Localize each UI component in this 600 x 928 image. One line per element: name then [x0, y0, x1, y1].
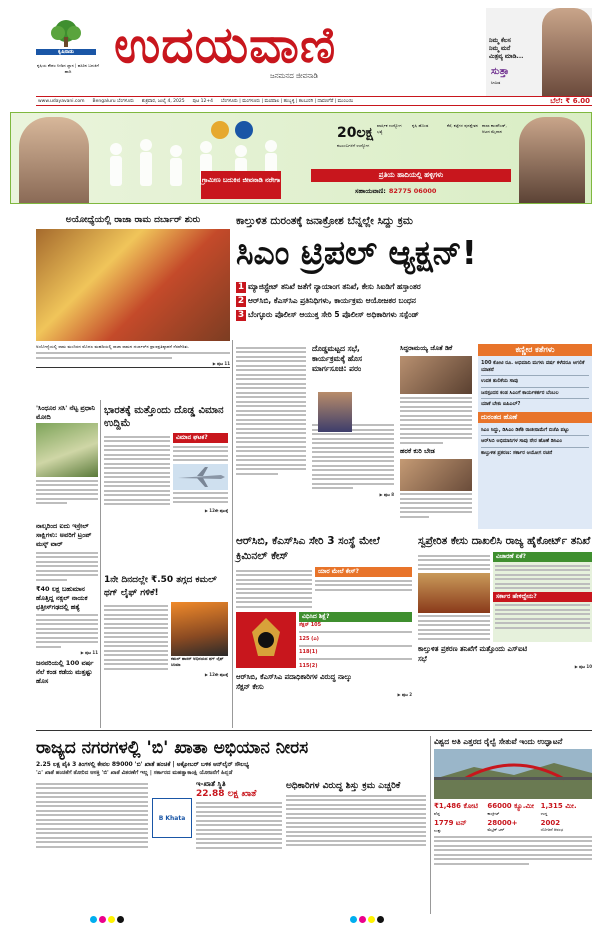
ad-count-sub: ಕುಟುಂಬಗಳಿಗೆ ಉದ್ಯೋಗ	[337, 143, 370, 148]
e-khata-box-head: ಇ-ಖಾತೆ ಸ್ಥಿತಿ	[196, 780, 226, 788]
tears-item[interactable]: ಜನಸ್ಪಂದನ ಕಂಡ ಸಿಎಂಗೆ ಕಾರ್ಯಕರ್ತರ ಬೆಂಬಲ	[481, 388, 589, 400]
stat-value: 2002	[540, 818, 561, 827]
hc-page-ref[interactable]: ▶ ಪುಟ 10	[574, 664, 592, 669]
kamal-head: 1ನೇ ದಿನದಲ್ಲೇ ₹.50 ತಗ್ಗದ ಕಮಲ್ ಥಗ್ ಲೈಫ್ ಗಳಿಕೆ!	[104, 575, 217, 598]
rcb-section-lines	[299, 658, 412, 660]
high-court-story[interactable]	[418, 534, 592, 670]
tears-item[interactable]: ಯಾಕೆ ಬೇಕು ಐಪಿಎಲ್?	[481, 401, 521, 407]
ad-count: 20ಲಕ್ಷ	[337, 125, 374, 141]
stat-value: 28000+	[487, 818, 518, 827]
ad-point: ಕೃಷಿ ಹೊಂಡ	[412, 123, 429, 128]
b-khata-mid-head: ಅಧಿಕಾರಿಗಳ ವಿರುದ್ಧ ಶಿಸ್ತು ಕ್ರಮ ಎಚ್ಚರಿಕೆ	[286, 781, 401, 791]
lead-headline: ಸಿಎಂ ಟ್ರಿಪಲ್ ಆ್ಯಕ್ಷನ್!	[236, 233, 477, 272]
modi-title: 'ಸಿಂಧೂರ ಸಸಿ' ನೆಟ್ಟ ಪ್ರಧಾನಿ ಮೋದಿ	[36, 404, 95, 421]
b-khata-head: ರಾಜ್ಯದ ನಗರಗಳಲ್ಲಿ 'ಬಿ' ಖಾತಾ ಅಭಿಯಾನ ನೀರಸ	[36, 738, 309, 758]
story-harake-head: ಹರಕೆ ಕುರಿ ಬೇಡ	[400, 446, 435, 455]
kamal-body-lines	[104, 602, 168, 672]
flight-story[interactable]	[104, 404, 228, 513]
issue-date: ಶುಕ್ರವಾರ, ಜುಲೈ 4, 2025	[141, 99, 185, 104]
kamal-page-ref[interactable]: ▶ 12ನೇ ಪುಟಕ್ಕೆ	[204, 672, 228, 677]
hc-foot: ಕಾಲ್ತುಳಿತ ಪ್ರಕರಣ ತನಿಖೆಗೆ ಮತ್ತೊಂದು ಎಸ್‌ಐಟಿ ಸಭೆ	[418, 645, 528, 663]
tears-box-title: ಕಣ್ಣೀರ ಕತೆಗಳು	[478, 344, 592, 356]
masthead-title-block	[114, 14, 484, 84]
tears-item[interactable]: ಉದಕ ತುಲಿಕೆಯ ಸಾವು	[481, 376, 589, 388]
b-khata-body-lines	[36, 780, 148, 851]
hc-building-photo	[418, 573, 490, 613]
bridge-head: ವಿಶ್ವದ ಅತಿ ಎತ್ತರದ ರೈಲ್ವೆ ಸೇತುವೆ ಇಂದು ಉದ್ಘಾಟನೆ	[434, 737, 563, 746]
registration-marks	[350, 916, 384, 923]
promo-line3: ಮಿತ್ರವ್ಯ ಮಾಡಿ...	[489, 53, 524, 60]
promo-brand: ಸುತ್ತಾ	[491, 66, 510, 77]
rcb-story[interactable]	[236, 534, 412, 698]
rcb-page-ref[interactable]: ▶ ಪುಟ 2	[397, 692, 412, 697]
lead-body-lines	[236, 347, 306, 475]
story-harake-lines	[400, 493, 472, 518]
lead-story[interactable]	[236, 214, 592, 322]
stat-label: ಮೆಟ್ರಿಕ್ ಟನ್	[487, 826, 505, 832]
hc-box2-title: ಸರ್ಕಾರ ಹೇಳಿದ್ದೇನು?	[493, 592, 592, 602]
registration-marks	[90, 916, 124, 923]
rcb-head: ಆರ್‌ಸಿಬಿ, ಕೆಎಸ್‌ಸಿಎ ಸೇರಿ 3 ಸಂಸ್ಥೆ ಮೇಲೆ ಕ್ರಿಮಿನಲ್ ಕೇಸ್	[236, 535, 380, 562]
point-text: ಮ್ಯಾಜಿಸ್ಟ್ರೇಟ್ ತನಿಖೆ ಜತೆಗೆ ನ್ಯಾಯಾಂಗ ತನಿಖೆ, ಕೇಸು ಸಿಐಡಿಗೆ ಹಸ್ತಾಂತರ	[248, 282, 421, 291]
bridge-stat	[434, 802, 485, 817]
lead-points	[236, 280, 592, 322]
rcb-box2-title: ವಿಧಿಸಿದ ಶಿಕ್ಷೆ?	[299, 612, 412, 622]
b-khata-mid-lines	[286, 795, 426, 847]
tears-box[interactable]	[478, 344, 592, 529]
kamal-caption: ಕಮಲ್ ಹಾಸನ್ ಅಭಿನಯದ ಥಗ್ ಲೈಫ್ ಸಿನಿಮಾ	[171, 656, 224, 667]
story-param-head: ದೊಡ್ಡಮಟ್ಟದ ಸಭೆ, ಕಾರ್ಯಕ್ರಮಕ್ಕೆ ಹೊಸ ಮಾರ್ಗಸೂಚಿ: ಪರಂ	[312, 344, 363, 373]
hc-head: ಸ್ವಪ್ರೇರಿತ ಕೇಸು ದಾಖಲಿಸಿ ರಾಜ್ಯ ಹೈಕೋರ್ಟ್ ತನಿಖೆ	[418, 535, 591, 547]
flight-page-ref[interactable]: ▶ 12ನೇ ಪುಟಕ್ಕೆ	[204, 507, 228, 513]
bridge-stat	[487, 819, 538, 834]
lead-body	[236, 344, 306, 477]
stat-label: ಉದ್ದ	[540, 811, 548, 816]
flight-box-title: ವಿಮಾನ ಘಟಕ?	[173, 433, 228, 443]
rcb-logo-icon	[236, 612, 296, 668]
responsibility-item[interactable]: ಕಾಲ್ತುಳಿತ ಪ್ರಕರಣ: ಸರ್ಕಾರ ಆಯೋಗ ರಚನೆ	[481, 449, 553, 456]
promo-line1: ನಿಮ್ಮ ಕೆಲಸ	[489, 37, 511, 44]
promo-ad[interactable]	[486, 8, 592, 96]
lead-point	[236, 308, 592, 322]
tree-icon	[36, 19, 96, 49]
rcb-section: 115(2)	[299, 662, 318, 669]
story1-lines	[36, 552, 98, 581]
point-text: ಬೆಂಗ್ಳೂರು ಪೊಲೀಸ್ ಆಯುಕ್ತ ಸೇರಿ 5 ಪೊಲೀಸ್ ಅಧಿಕಾರಿಗಳು ಸಸ್ಪೆಂಡ್	[248, 310, 419, 319]
ad-helpline	[355, 187, 436, 196]
b-khata-sub2: 'ಎ' ಖಾತೆ ಹಂಚಿಕೆಗೆ ತೋರಿದ ಆಸಕ್ತಿ 'ಬಿ' ಖಾತೆ ವಿತರಣೆಗೆ ಇಲ್ಲ | ಸರ್ಕಾರದ ಮಹತ್ವಾಕಾಂಕ್ಷಿ ಯೋಜನೆಗೆ ಹಿನ್ನಡೆ	[36, 770, 233, 776]
story-param-page-ref[interactable]: ▶ ಪುಟ 8	[379, 491, 394, 497]
helpline-label: ಸಹಾಯವಾಣಿ:	[355, 187, 386, 195]
story-dk[interactable]	[400, 344, 472, 520]
masthead-title: ಉದಯವಾಣಿ	[114, 16, 337, 74]
flight-head: ಭಾರತಕ್ಕೆ ಮತ್ತೊಂದು ದೊಡ್ಡ ವಿಮಾನ ಉದ್ದಿಮೆ	[104, 405, 224, 429]
site-url[interactable]: www.udayavani.com	[38, 98, 85, 104]
story-dk-photo	[400, 356, 472, 394]
ad-portrait-left	[19, 117, 89, 203]
ad-badge-right: ಪ್ರತಿಯ ಹಾದಿಯಲ್ಲಿ ಹಳ್ಳಿಗಳು	[311, 169, 511, 182]
story1-head[interactable]: ನಾಲ್ಕರಿಂದ ಐದು ಇಸ್ರೇಲ್ ಸಾಕ್ಷಿಗಳು: ಅವರಿಗೆ ಟ್ರಂಪ್ ಮಸ್ಕ್ ವಾರ್	[36, 522, 92, 548]
stat-value: 1779 ಟನ್	[434, 818, 467, 827]
story-dk-head: ಸಿದ್ಧರಾಮಯ್ಯ ಜೊತೆ ಡಿಕೆ	[400, 344, 453, 352]
point-number: 1	[237, 282, 245, 292]
responsibility-item[interactable]: ಸಿಎಂ ಸಿದ್ದು, ಡಿಸಿಎಂ ಡಿಕೆಶಿ ರಾಜೀನಾಮೆಗೆ ಬಿಜೆಪಿ ಪಟ್ಟು	[481, 425, 589, 437]
ayodhya-page-ref[interactable]: ▶ ಪುಟ 11	[212, 361, 230, 367]
hc-body-lines2	[418, 615, 490, 640]
stat-value: 66000 ಕ್ಯೂ.ಮೀ	[487, 802, 535, 810]
b-khata-sub: 2.25 ಲಕ್ಷ ಪೈಕಿ 3 ತಿಂಗಳಲ್ಲಿ ಕೇವಲ 89000 'ಬಿ' ಖಾತೆ ಹಂಚಿಕೆ | ಅಕ್ಟೋಬರ್ ಬಳಿಕ ಆನ್‌ಲೈನ್ ಸೌಲಭ್ಯ	[36, 761, 249, 768]
hc-box2-lines	[493, 604, 592, 629]
rcb-section: ಸೆಕ್ಷನ್ 105	[299, 622, 322, 628]
hc-box-title: ವಿಚಾರಣೆ ಏಕೆ?	[493, 552, 592, 562]
ad-point: ಕೆರೆ, ಕಟ್ಟೆಗಳ ಪುನಶ್ಚೇತನ	[447, 123, 478, 128]
ad-point: ಶಾಲಾ ಕಾಂಪೌಂಡ್, ಆಟದ ಮೈದಾನ	[482, 123, 507, 134]
rcb-foot: ಆರ್‌ಸಿಬಿ, ಕೆಎಸ್‌ಸಿಎ ಪದಾಧಿಕಾರಿಗಳ ವಿರುದ್ಧ ನಾಲ್ಕು ಸೆಕ್ಷನ್ ಕೇಸು	[236, 673, 352, 691]
promo-model-image	[542, 8, 592, 96]
column-divider	[430, 736, 431, 914]
airplane-icon	[173, 464, 228, 490]
rcb-section-lines	[299, 631, 412, 633]
stat-label: ಕಾಂಕ್ರೀಟ್	[487, 811, 500, 816]
editions: ಬೆಂಗಳೂರು | ಮಂಗಳೂರು | ಮಣಿಪಾಲ | ಹುಬ್ಬಳ್ಳಿ | ಕಲಬುರಗಿ | ದಾವಣಗೆರೆ | ಮುಂಬಯಿ	[221, 99, 354, 104]
lead-point	[236, 294, 592, 308]
e-khata-box-num: 22.88 ಲಕ್ಷ ಖಾತೆ	[196, 789, 257, 799]
ayodhya-photo	[36, 229, 230, 341]
stat-label: ವೆಚ್ಚ	[434, 811, 440, 816]
left-page-ref[interactable]: ▶ ಪುಟ 11	[80, 650, 98, 655]
tears-item[interactable]: 100 ಕೋಟಿ ರೂ. ಅಭಿಮಾನಿ ಮಗಳು ವರ್ಷ ಕಳೆದರೂ ಅಗಲಿಕೆ ಯಾತನೆ	[481, 358, 589, 376]
story-harake-photo	[400, 459, 472, 491]
story-param-lines	[312, 424, 394, 489]
rcb-section-lines	[299, 645, 412, 647]
promo-brand-sub: ಸೀಮಿತ	[491, 80, 501, 85]
krishinadu-logo	[36, 19, 96, 62]
story-dk-lines	[400, 397, 472, 444]
rcb-body-lines	[236, 567, 312, 610]
column-divider	[100, 400, 101, 728]
helpline-number[interactable]: 82775 06000	[388, 187, 437, 195]
bridge-stat	[434, 819, 485, 834]
stat-label: ಉಕ್ಕು	[434, 827, 442, 833]
ayodhya-body-lines	[36, 352, 230, 359]
lead-kicker: ಕಾಲ್ತುಳಿತ ದುರಂತಕ್ಕೆ ಜನಾಕ್ರೋಶ ಬೆನ್ನಲ್ಲೇ ಸಿದ್ದು ಕ್ರಮ	[236, 215, 413, 227]
price: ಬೆಲೆ: ₹ 6.00	[550, 96, 590, 105]
rcb-box1-lines	[315, 580, 412, 591]
government-emblem-icon	[209, 119, 321, 141]
left-stories	[36, 522, 98, 686]
bridge-stats	[434, 802, 592, 833]
bridge-stat	[541, 802, 592, 817]
city: Bengaluru ಬೆಂಗಳೂರು	[92, 99, 134, 104]
kamal-story[interactable]	[104, 574, 228, 678]
ayodhya-caption: ಅಯೋಧ್ಯೆಯಲ್ಲಿ ರಾಮ ಮಂದಿರದ ಮೊದಲ ಮಹಡಿಯಲ್ಲಿ ರಾಜಾ ರಾಮನ ದರ್ಬಾರ್‌ನ ಪ್ರಾಣಪ್ರತಿಷ್ಠಾಪನೆ ನೆರವೇರಿತು.	[36, 344, 190, 349]
e-khata-lines	[196, 802, 282, 849]
promo-line2: ನಿಮ್ಮ ಮನೆ	[489, 45, 511, 52]
stat-label: ಯೋಜನೆ ಆರಂಭ	[540, 826, 564, 832]
modi-photo	[36, 423, 98, 477]
b-khata-logo: B Khata	[152, 798, 192, 838]
dateline	[36, 96, 592, 106]
lead-point	[236, 280, 592, 294]
flight-box-lines	[173, 446, 228, 462]
ayodhya-heading: ಅಯೋಧ್ಯೆಯಲ್ಲಿ ರಾಜಾ ರಾಮ ದರ್ಬಾರ್ ಶುರು	[65, 215, 201, 225]
ayodhya-story[interactable]	[36, 214, 230, 368]
bridge-stat	[541, 819, 592, 834]
bridge-stat	[487, 802, 538, 817]
ad-point: ವಾರ್ಷಿಕ ಉದ್ಯೋಗ ಭತ್ಯೆ	[377, 123, 402, 134]
modi-photo-story[interactable]	[36, 404, 98, 507]
story3-head[interactable]: ಜನವರಿಯಲ್ಲಿ 100 ವರ್ಷ ನೆಲೆ ಕಂಡ ಕಡೆಯ ಮತ್ತಷ್ಟು ಹೊಸ	[36, 658, 94, 685]
masthead-subtitle: ಜನಮನದ ಜೀವನಾಡಿ	[270, 72, 318, 80]
responsibility-title: ದುರಂತದ ಹೊಣೆ	[478, 412, 592, 423]
tree-tagline: ಕೃಷಿಯ ಕೌಶಲ ನೀಡಿದ ಜ್ಞಾನ | ಹಸಿರಿನ ಬದುಕಿಗೆ ಹಾದಿ	[37, 63, 99, 74]
column-divider	[232, 340, 233, 728]
point-number: 2	[237, 296, 245, 306]
ad-emblem-group	[209, 119, 321, 141]
point-number: 3	[237, 310, 245, 320]
ad-badge-left: ಗ್ರಾಮೀಣ ಬದುಕಿನ ಜೀವನಾಡಿ ನರೇಗಾ	[201, 171, 281, 199]
hc-body-lines	[418, 555, 490, 571]
bridge-body-lines	[434, 836, 592, 865]
flight-body-lines	[104, 433, 170, 508]
b-khata-story[interactable]	[36, 736, 428, 851]
bridge-story[interactable]	[434, 736, 592, 867]
flight-box-lines2	[173, 492, 228, 503]
stat-value: ₹1,486 ಕೋಟಿ	[434, 802, 478, 810]
rcb-section: 118(1)	[299, 649, 318, 655]
story2-lines	[36, 614, 98, 648]
modi-caption-lines	[36, 480, 98, 505]
rcb-box1-title: ಯಾರ ಮೇಲೆ ಕೇಸ್?	[315, 567, 412, 577]
responsibility-item[interactable]: ಆರ್‌ಸಿಬಿ ಅಭಿಮಾನಿಗಳ ಸಾವು ನೇರ ಹೊಣೆ ಡಿಸಿಎಂ	[481, 436, 589, 448]
ad-portrait-right	[519, 117, 585, 203]
point-text: ಆರ್‌ಸಿಬಿ, ಕೆಎಸ್‌ಸಿಎ ಪ್ರತಿನಿಧಿಗಳು, ಕಾರ್ಯಕ್ರಮ ಆಯೋಜಕರ ಬಂಧನ	[248, 296, 416, 305]
kamal-photo	[171, 602, 228, 656]
tree-logo-label: ಕೃಷಿನಾಡು	[36, 49, 96, 55]
story-param-photo	[318, 392, 352, 432]
hc-box-lines	[493, 565, 592, 590]
story-param[interactable]	[312, 344, 394, 497]
story2-head[interactable]: ₹40 ಲಕ್ಷ ಬಹುಮಾನ ಹೊತ್ತಿದ್ದ ನಕ್ಸಲ್ ನಾಯಕ ಛತ್ತೀಸ್‌ಗಢದಲ್ಲಿ ಹತ್ಯೆ	[36, 584, 88, 611]
page-count: ಪುಟ 12+4	[192, 99, 214, 104]
rcb-section: 125 (ಎ)	[299, 635, 319, 642]
section-divider	[36, 730, 592, 731]
bridge-photo	[434, 749, 592, 799]
stat-value: 1,315 ಮೀ.	[540, 802, 577, 810]
government-ad-banner[interactable]	[10, 112, 592, 204]
ad-points	[377, 123, 513, 134]
